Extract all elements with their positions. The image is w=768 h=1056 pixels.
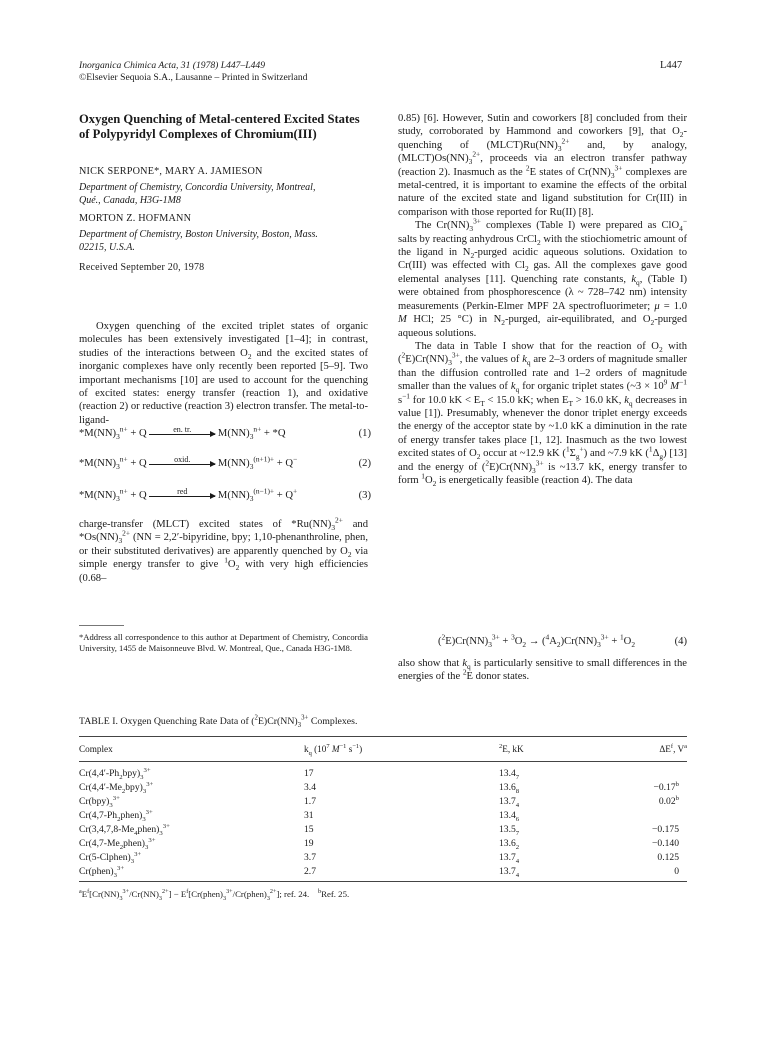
affiliation bbox=[79, 182, 379, 207]
table-row bbox=[79, 795, 687, 809]
col-header-energy: $^2$E, kK bbox=[499, 742, 524, 754]
eq-number: (4) bbox=[674, 636, 687, 647]
author-line: NICK SERPONE*, MARY A. JAMIESON bbox=[79, 166, 263, 177]
cell-delta-e: −0.175 bbox=[652, 824, 679, 835]
eq-rhs: $M(NN)_3^{(n-1)+} + Q^+$ bbox=[217, 486, 298, 504]
col-header-kq: $k_q$ ($10^7$ $M^{-1}$ $s^{-1}$) bbox=[304, 742, 363, 757]
arrow-label: en. tr. bbox=[173, 424, 192, 434]
cell-energy: $13.5_7$ bbox=[499, 824, 520, 837]
publisher-line: ©Elsevier Sequoia S.A., Lausanne – Printed in Switzerland bbox=[79, 72, 308, 83]
cell-complex: $Cr(3,4,7,8-Me_4phen)_3^{3+}$ bbox=[79, 822, 170, 837]
cell-energy: $13.7_4$ bbox=[499, 852, 520, 865]
eq-number: (2) bbox=[358, 458, 371, 469]
article-title bbox=[79, 112, 379, 142]
left-column bbox=[79, 112, 379, 274]
title-line: Oxygen Quenching of Metal-centered Excited States bbox=[79, 112, 360, 126]
eq-body: $(^2E)Cr(NN)_3^{3+} + ^3O_2 \to (^4A_2)Cr(NN)_3^{3+} + ^1O_2$ bbox=[438, 632, 636, 650]
cell-kq: 15 bbox=[304, 824, 314, 835]
affiliation-line: Department of Chemistry, Concordia University, Montreal, bbox=[79, 182, 316, 193]
journal-citation: Inorganica Chimica Acta, 31 (1978) L447–L449 bbox=[79, 60, 266, 71]
cell-delta-e: 0 bbox=[674, 866, 679, 877]
cell-complex: $Cr(bpy)_3^{3+}$ bbox=[79, 794, 120, 809]
eq-lhs: $*M(NN)_3^{n+} + Q$ bbox=[79, 454, 147, 472]
right-body bbox=[398, 112, 687, 487]
left-body bbox=[79, 320, 368, 427]
equation-4 bbox=[398, 632, 687, 654]
eq-lhs: $*M(NN)_3^{n+} + Q$ bbox=[79, 486, 147, 504]
reaction-arrow bbox=[149, 455, 215, 465]
cell-kq: 1.7 bbox=[304, 796, 316, 807]
eq-lhs: $*M(NN)_3^{n+} + Q$ bbox=[79, 424, 147, 442]
table-header-row bbox=[79, 744, 687, 758]
cell-energy: $13.6_8$ bbox=[499, 782, 520, 795]
author-line: MORTON Z. HOFMANN bbox=[79, 213, 192, 224]
cell-complex: $Cr(4,4'-Ph_2bpy)_3^{3+}$ bbox=[79, 766, 151, 781]
eq-rhs: $M(NN)_3^{(n+1)+} + Q^-$ bbox=[217, 454, 298, 472]
cell-kq: 3.7 bbox=[304, 852, 316, 863]
cell-kq: 2.7 bbox=[304, 866, 316, 877]
cell-complex: $Cr(4,7-Ph_2phen)_3^{3+}$ bbox=[79, 808, 153, 823]
arrow-label: oxid. bbox=[174, 454, 191, 464]
table-top-rule bbox=[79, 736, 687, 737]
paragraph: also show that $k_q$ is particularly sensitive to small differences in the energies of the $^2$E donor states. bbox=[398, 658, 687, 683]
cell-energy: $13.4_6$ bbox=[499, 810, 520, 823]
cell-kq: 19 bbox=[304, 838, 314, 849]
equation-2 bbox=[79, 454, 371, 478]
eq-number: (1) bbox=[358, 428, 371, 439]
cell-complex: $Cr(phen)_3^{3+}$ bbox=[79, 864, 125, 879]
table-header-rule bbox=[79, 761, 687, 762]
paragraph: Oxygen quenching of the excited triplet states of organic molecules has been extensively investigated [1–4]; in contrast, studies of the interactions between $O_2$ and the excited states of inorganic complexes have only recently been reported [5–9]. Two important mechanisms [10] are used to account for the quenching of excited states: energy transfer (reaction 1), and oxidative (reaction 2) or reductive (reaction 3) electron transfer. The metal-to-ligand- bbox=[79, 321, 368, 426]
table-row bbox=[79, 837, 687, 851]
footnote-rule bbox=[79, 625, 124, 626]
table-bottom-rule bbox=[79, 881, 687, 882]
table-row bbox=[79, 865, 687, 879]
affiliation bbox=[79, 229, 379, 254]
table-row bbox=[79, 823, 687, 837]
table-body bbox=[79, 767, 687, 879]
received-date: Received September 20, 1978 bbox=[79, 262, 205, 273]
paragraph: 0.85) [6]. However, Sutin and coworkers [8] concluded from their study, corroborated by Hammond and coworkers [9], that $O_2$-quenching of $(MLCT)Ru(NN)_3^{2+}$ and, by analogy, $(MLCT)Os(NN)_3^{2+}$, proceeds via an electron transfer pathway (reaction 2). Inasmuch as the $^2$E states of $Cr(NN)_3^{3+}$ complexes are metal-centred, it is important to examine the effects of the orbital nature of the excited state and ligand substitution for Cr(III) in comparison with those reported for Ru(II) [8]. bbox=[398, 113, 687, 218]
paragraph: The $Cr(NN)_3^{3+}$ complexes (Table I) were prepared as ClO$_4$− salts by reacting anhydrous CrCl$_2$ with the stiochiometric amount of the ligand in $N_2$-purged acidic aqueous solutions. Oxidation to Cr(III) was effected with $Cl_2$ gas. All the complexes gave good elemental analyses [11]. Quenching rate constants, $k_q$, (Table I) were obtained from phosphorescence (λ ~ 728–742 nm) intensity measurements (Perkin-Elmer MPF 2A spectrofluorimeter; μ = 1.0 M HCl; 25 °C) in $N_2$-purged, air-equilibrated, and $O_2$-purged aqueous solutions. bbox=[398, 216, 688, 339]
cell-energy: $13.7_4$ bbox=[499, 866, 520, 879]
table-row bbox=[79, 809, 687, 823]
reaction-arrow bbox=[149, 425, 215, 435]
table-row bbox=[79, 851, 687, 865]
col-header-delta-e: $\Delta E^f$, $V^a$ bbox=[659, 742, 687, 754]
affiliation-line: 02215, U.S.A. bbox=[79, 241, 135, 253]
eq-rhs: $M(NN)_3^{n+} + *Q$ bbox=[217, 424, 286, 442]
eq-number: (3) bbox=[358, 490, 371, 501]
affiliation-line: Qué., Canada, H3G-1M8 bbox=[79, 194, 181, 206]
title-line: of Polypyridyl Complexes of Chromium(III) bbox=[79, 127, 317, 141]
cell-delta-e: 0.125 bbox=[657, 852, 679, 863]
right-body-end bbox=[398, 657, 687, 684]
table-caption: TABLE I. Oxygen Quenching Rate Data of $(^2E)Cr(NN)_3^{3+}$ Complexes. bbox=[79, 714, 358, 729]
equation-1 bbox=[79, 424, 371, 448]
cell-complex: $Cr(4,7-Me_2phen)_3^{3+}$ bbox=[79, 836, 156, 851]
cell-energy: $13.6_2$ bbox=[499, 838, 520, 851]
affiliation-line: Department of Chemistry, Boston University, Boston, Mass. bbox=[79, 229, 318, 240]
cell-complex: $Cr(5-Clphen)_3^{3+}$ bbox=[79, 850, 142, 865]
cell-kq: 31 bbox=[304, 810, 314, 821]
page-number: L447 bbox=[660, 60, 683, 71]
table-footnote: $^aE^f[Cr(NN)_3^{3+}/Cr(NN)_3^{2+}]$ − $E^f[Cr(phen)_3^{3+}/Cr(phen)_3^{2+}]$; ref. 24. $^b$Ref. 25. bbox=[79, 889, 350, 902]
cell-kq: 3.4 bbox=[304, 782, 316, 793]
cell-delta-e: 0.02$^b$ bbox=[658, 794, 679, 807]
cell-energy: $13.4_7$ bbox=[499, 768, 520, 781]
paragraph: charge-transfer (MLCT) excited states of $*Ru(NN)_3^{2+}$ and $*Os(NN)_3^{2+}$ (NN = 2,2′-bipyridine, bpy; 1,10-phenanthroline, phen, or their substituted derivatives) are apparently quenched by $O_2$ via simple energy transfer to give $^1O_2$ with very high efficiencies (0.68– bbox=[79, 515, 368, 584]
equation-3 bbox=[79, 486, 371, 510]
correspondence-footnote: *Address all correspondence to this author at Department of Chemistry, Concordia University, 1455 de Maisonneuve Blvd. W. Montreal, Que., Canada H3G-1M8. bbox=[79, 632, 368, 653]
reaction-arrow bbox=[149, 487, 215, 497]
col-header-complex: Complex bbox=[79, 744, 113, 754]
left-body-continued bbox=[79, 515, 368, 585]
table-row bbox=[79, 781, 687, 795]
arrow-label: red bbox=[177, 486, 188, 496]
table-row bbox=[79, 767, 687, 781]
cell-delta-e: −0.17$^b$ bbox=[653, 780, 679, 793]
cell-complex: $Cr(4,4'-Me_2bpy)_3^{3+}$ bbox=[79, 780, 154, 795]
cell-delta-e: −0.140 bbox=[652, 838, 679, 849]
cell-energy: $13.7_4$ bbox=[499, 796, 520, 809]
paragraph: The data in Table I show that for the reaction of $O_2$ with $(^2E)Cr(NN)_3^{3+}$, the values of $k_q$ are 2–3 orders of magnitude smaller than the diffusion controlled rate and 1–2 orders of magnitude smaller than the values of $k_q$ for organic triplet states (~3 × $10^9$ $M^{-1}$ $s^{-1}$ for 10.0 kK < $E_T < 15.0$ kK; when $E_T > 16.0$ kK, $k_q$ decreases in value [1]). Presumably, whenever the donor triplet energy exceeds the energy of the acceptor state by ~1.0 kK a diminution in the rate of energy transfer takes place [1, 12]. Inasmuch as the two lowest excited states of $O_2$ occur at ~12.9 kK $(^1\Sigma_g^+)$ and ~7.9 kK $(^1\Delta_g)$ [13] and the energy of $(^2E)Cr(NN)_3^{3+}$ is ~13.7 kK, energy transfer to form $^1O_2$ is energetically feasible (reaction 4). The data bbox=[398, 340, 688, 489]
cell-kq: 17 bbox=[304, 768, 314, 779]
